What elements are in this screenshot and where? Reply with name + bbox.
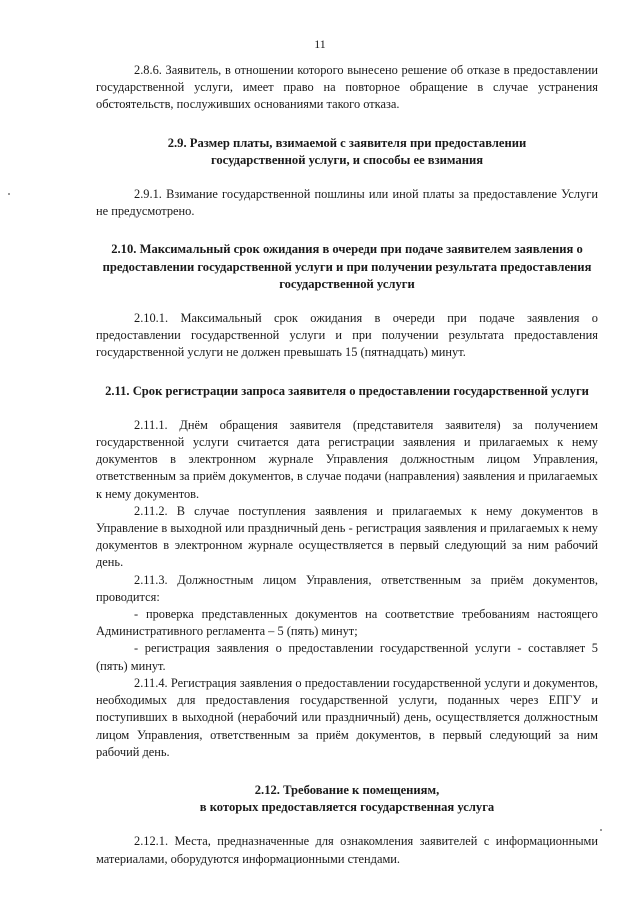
heading-2-12-line-1: 2.12. Требование к помещениям, <box>254 782 440 797</box>
document-body <box>96 62 598 868</box>
heading-2-12 <box>96 782 598 816</box>
heading-2-12-line-2: в которых предоставляется государственная услуга <box>199 800 495 815</box>
scan-speck <box>8 193 10 195</box>
heading-2-9: 2.9. Размер платы, взимаемой с заявителя при предоставлении государственной услуги, и способы ее взимания <box>167 135 527 167</box>
list-item-2-11-3-a: - проверка представленных документов на соответствие требованиям настоящего Административного регламента – 5 (пять) минут; <box>96 607 598 639</box>
paragraph-2-11-2: 2.11.2. В случае поступления заявления и прилагаемых к нему документов в Управление в выходной или праздничный день - регистрация заявления и прилагаемых к нему документов в электронном журнале осуществляется в первый следующий за ним рабочий день. <box>96 503 598 570</box>
heading-2-11: 2.11. Срок регистрации запроса заявителя о предоставлении государственной услуги <box>105 383 589 398</box>
heading-2-10: 2.10. Максимальный срок ожидания в очереди при подаче заявителем заявления о предоставлении государственной услуги и при получении результата предоставления государственной услуги <box>102 242 592 291</box>
scan-speck <box>600 829 602 831</box>
paragraph-2-12-1: 2.12.1. Места, предназначенные для ознакомления заявителей с информационными материалами, оборудуются информационными стендами. <box>96 834 598 866</box>
list-item-2-11-3-b: - регистрация заявления о предоставлении государственной услуги - составляет 5 (пять) минут. <box>96 641 598 673</box>
paragraph-2-10-1: 2.10.1. Максимальный срок ожидания в очереди при подаче заявления о предоставлении государственной услуги и при получении результата предоставления государственной услуги не должен превышать 15 (пятнадцать) минут. <box>96 311 598 360</box>
paragraph-2-8-6: 2.8.6. Заявитель, в отношении которого вынесено решение об отказе в предоставлении государственной услуги, имеет право на повторное обращение в случае устранения обстоятельств, послуживших основаниями такого отказа. <box>96 63 598 112</box>
paragraph-2-9-1: 2.9.1. Взимание государственной пошлины или иной платы за предоставление Услуги не предусмотрено. <box>96 187 598 219</box>
paragraph-2-11-4: 2.11.4. Регистрация заявления о предоставлении государственной услуги и документов, необходимых для предоставления государственной услуги, поданных через ЕПГУ и поступивших в выходной (нерабочий или праздничный) день, осуществляется должностным лицом Управления, ответственным за приём документов, в первый следующий за ним рабочий день. <box>96 675 598 759</box>
paragraph-2-11-3: 2.11.3. Должностным лицом Управления, ответственным за приём документов, проводится: <box>96 572 598 604</box>
paragraph-2-11-1: 2.11.1. Днём обращения заявителя (представителя заявителя) за получением государственной услуги считается дата регистрации заявления и прилагаемых к нему документов в электронном журнале Управления должностным лицом Управления, ответственным за приём документов, в случае подачи (направления) заявления и прилагаемых к нему документов. <box>96 417 598 501</box>
page-number: 11 <box>314 37 326 51</box>
